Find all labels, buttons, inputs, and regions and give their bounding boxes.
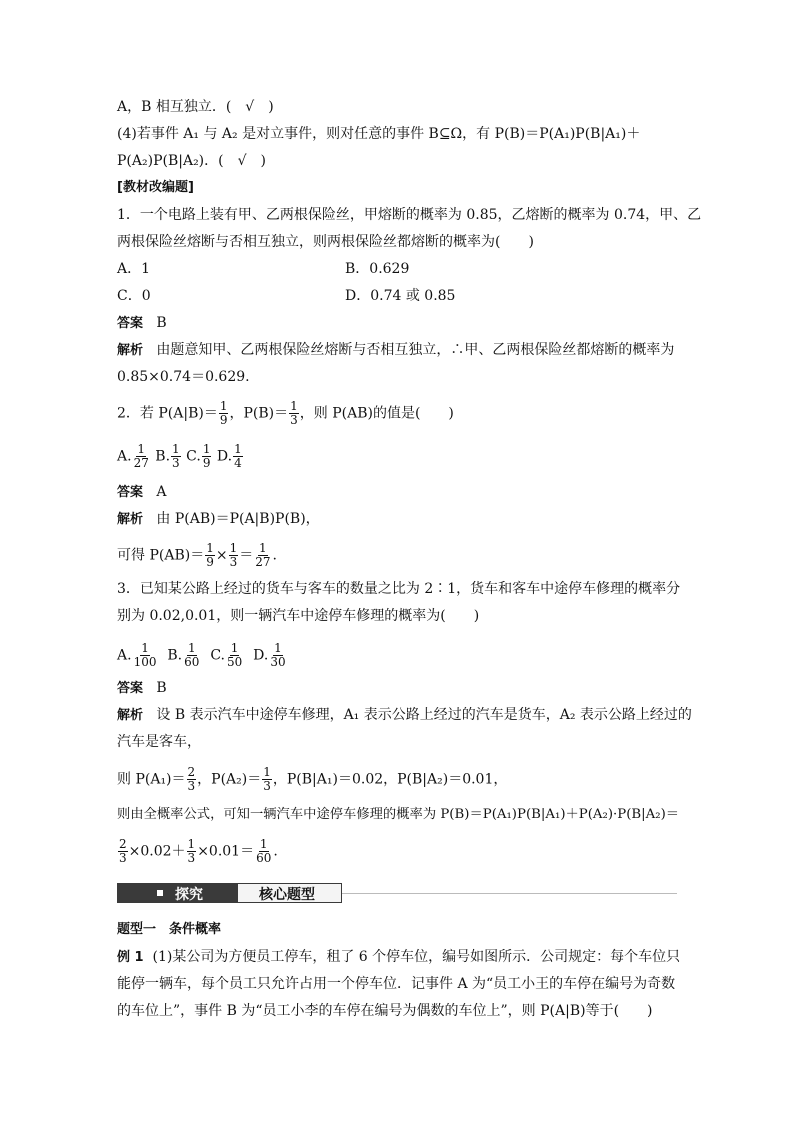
denominator: 27 bbox=[133, 456, 149, 470]
example-1-text: 能停一辆车，每个员工只允许占用一个停车位．记事件 A 为“员工小王的车停在编号为奇数 bbox=[117, 976, 676, 992]
numerator: 2 bbox=[187, 765, 196, 779]
denominator: 3 bbox=[187, 779, 196, 793]
example-text: (1)某公司为方便员工停车，租了 6 个停车位，编号如图所示．公司规定：每个车位只 bbox=[152, 949, 681, 965]
fraction bbox=[133, 443, 150, 470]
numerator: 1 bbox=[259, 541, 267, 555]
analysis-text: 可得 P(AB)＝ bbox=[117, 547, 205, 564]
question-2-analysis bbox=[117, 509, 320, 530]
denominator: 3 bbox=[119, 851, 127, 865]
analysis-text: 由题意知甲、乙两根保险丝熔断与否相互独立，∴甲、乙两根保险丝都熔断的概率为 bbox=[156, 342, 675, 358]
denominator: 50 bbox=[226, 655, 243, 669]
question-1-analysis: 0.85×0.74＝0.629. bbox=[117, 369, 250, 385]
analysis-text: ，P(A₂)＝ bbox=[197, 771, 262, 788]
numerator: 1 bbox=[202, 442, 211, 456]
numerator: 1 bbox=[219, 399, 228, 413]
answer-value: B bbox=[156, 315, 167, 331]
example-1-text bbox=[117, 947, 680, 968]
analysis-text: ×0.01＝ bbox=[197, 843, 255, 860]
analysis-text: 则 P(A₁)＝ bbox=[117, 771, 186, 788]
question-2-analysis bbox=[117, 542, 277, 569]
text-line: (4)若事件 A₁ 与 A₂ 是对立事件，则对任意的事件 B⊆Ω，有 P(B)＝P(A₁)P(B|A₁)＋ bbox=[117, 126, 641, 142]
option-label: B. bbox=[167, 647, 183, 664]
answer-label: 答案 bbox=[117, 485, 144, 500]
banner-square-icon bbox=[157, 890, 163, 896]
fraction bbox=[133, 642, 158, 669]
fraction bbox=[254, 542, 271, 569]
analysis-label: 解析 bbox=[117, 708, 144, 723]
numerator: 1 bbox=[259, 837, 268, 851]
fraction bbox=[118, 838, 128, 865]
analysis-label: 解析 bbox=[117, 343, 144, 358]
fraction bbox=[289, 400, 299, 427]
denominator: 60 bbox=[256, 851, 272, 865]
option-label: B. bbox=[155, 448, 171, 465]
question-3-stem: 3．已知某公路上经过的货车与客车的数量之比为 2∶1，货车和客车中途停车修理的概率分 bbox=[117, 581, 681, 597]
punctuation: . bbox=[272, 547, 277, 564]
banner-title: 核心题型 bbox=[259, 887, 315, 903]
operator: × bbox=[215, 547, 228, 564]
numerator: 1 bbox=[206, 541, 214, 555]
denominator: 3 bbox=[290, 413, 298, 427]
denominator: 9 bbox=[219, 413, 228, 427]
numerator: 1 bbox=[263, 765, 271, 779]
stem-text: ，则 P(AB)的值是( ) bbox=[299, 405, 454, 422]
numerator: 1 bbox=[172, 442, 180, 456]
question-3-analysis: 汽车是客车， bbox=[117, 734, 201, 750]
analysis-text: ×0.02＋ bbox=[128, 843, 186, 860]
example-1-text: 的车位上”，事件 B 为“员工小李的车停在编号为偶数的车位上”，则 P(A|B)等于( ) bbox=[117, 1003, 653, 1019]
question-1-stem: 两根保险丝熔断与否相互独立，则两根保险丝都熔断的概率为( ) bbox=[117, 234, 534, 250]
denominator: 3 bbox=[229, 555, 238, 569]
question-3-analysis: 则由全概率公式，可知一辆汽车中途停车修理的概率为 P(B)＝P(A₁)P(B|A₁)＋P(A₂)·P(B|A₂)＝ bbox=[117, 807, 680, 822]
denominator: 60 bbox=[184, 655, 200, 669]
question-1-option-a: A．1 bbox=[117, 261, 151, 277]
denominator: 27 bbox=[255, 555, 271, 569]
fraction bbox=[255, 838, 272, 865]
option-label: A. bbox=[117, 448, 132, 465]
question-2-answer bbox=[117, 482, 167, 503]
fraction bbox=[205, 542, 215, 569]
numerator: 1 bbox=[230, 641, 239, 655]
question-1-option-b: B．0.629 bbox=[345, 261, 410, 277]
denominator: 100 bbox=[133, 655, 157, 669]
numerator: 1 bbox=[187, 641, 196, 655]
option-label: A. bbox=[117, 647, 132, 664]
question-1-answer bbox=[117, 313, 167, 334]
denominator: 30 bbox=[270, 655, 286, 669]
denominator: 3 bbox=[172, 456, 180, 470]
topic-heading: 题型一 条件概率 bbox=[117, 922, 222, 937]
option-label: D. bbox=[216, 448, 233, 465]
question-1-option-d: D．0.74 或 0.85 bbox=[345, 288, 456, 304]
fraction bbox=[171, 443, 181, 470]
analysis-text: 由 P(AB)＝P(A|B)P(B)， bbox=[156, 511, 320, 527]
question-1-analysis bbox=[117, 340, 674, 361]
fraction bbox=[183, 642, 200, 669]
operator: ＝ bbox=[239, 547, 254, 564]
numerator: 1 bbox=[229, 541, 238, 555]
text-line: A，B 相互独立．( √ ) bbox=[117, 99, 274, 115]
section-banner bbox=[117, 883, 677, 903]
question-3-analysis bbox=[117, 766, 507, 793]
question-1-stem: 1．一个电路上装有甲、乙两根保险丝，甲熔断的概率为 0.85，乙熔断的概率为 0.74，甲、乙 bbox=[117, 207, 702, 223]
denominator: 3 bbox=[263, 779, 271, 793]
option-label: C. bbox=[186, 448, 201, 465]
example-label: 例 1 bbox=[117, 950, 144, 965]
fraction bbox=[187, 766, 197, 793]
section-tag: [教材改编题] bbox=[117, 180, 194, 195]
answer-value: A bbox=[156, 484, 167, 500]
question-3-options bbox=[117, 642, 288, 669]
fraction bbox=[233, 443, 243, 470]
fraction bbox=[219, 400, 229, 427]
numerator: 1 bbox=[187, 837, 196, 851]
denominator: 9 bbox=[206, 555, 214, 569]
question-3-analysis bbox=[117, 705, 692, 726]
denominator: 4 bbox=[234, 456, 242, 470]
fraction bbox=[269, 642, 286, 669]
fraction bbox=[226, 642, 243, 669]
fraction bbox=[202, 443, 212, 470]
question-3-answer bbox=[117, 678, 167, 699]
numerator: 2 bbox=[119, 837, 127, 851]
numerator: 1 bbox=[290, 399, 298, 413]
analysis-text: ，P(B|A₁)＝0.02，P(B|A₂)＝0.01， bbox=[272, 771, 508, 788]
answer-label: 答案 bbox=[117, 681, 144, 696]
question-3-analysis bbox=[117, 838, 278, 865]
numerator: 1 bbox=[141, 641, 149, 655]
analysis-text: 设 B 表示汽车中途停车修理，A₁ 表示公路上经过的汽车是货车，A₂ 表示公路上经过的 bbox=[156, 707, 692, 723]
question-3-stem: 别为 0.02,0.01，则一辆汽车中途停车修理的概率为( ) bbox=[117, 608, 480, 624]
question-2-stem bbox=[117, 400, 454, 427]
fraction bbox=[229, 542, 239, 569]
stem-text: 2．若 P(A|B)＝ bbox=[117, 405, 218, 422]
analysis-label: 解析 bbox=[117, 512, 144, 527]
question-1-option-c: C．0 bbox=[117, 288, 151, 304]
banner-rule bbox=[342, 893, 677, 894]
denominator: 9 bbox=[202, 456, 211, 470]
option-label: D. bbox=[253, 647, 269, 664]
punctuation: . bbox=[273, 843, 278, 860]
fraction bbox=[187, 838, 197, 865]
banner-tag: 探究 bbox=[175, 887, 203, 903]
denominator: 3 bbox=[187, 851, 196, 865]
stem-text: ，P(B)＝ bbox=[229, 405, 289, 422]
question-2-options bbox=[117, 443, 244, 470]
option-label: C. bbox=[210, 647, 225, 664]
numerator: 1 bbox=[274, 641, 282, 655]
numerator: 1 bbox=[137, 442, 146, 456]
fraction bbox=[262, 766, 272, 793]
numerator: 1 bbox=[234, 442, 242, 456]
answer-value: B bbox=[156, 680, 167, 696]
text-line: P(A₂)P(B|A₂)．( √ ) bbox=[117, 153, 266, 169]
answer-label: 答案 bbox=[117, 316, 144, 331]
